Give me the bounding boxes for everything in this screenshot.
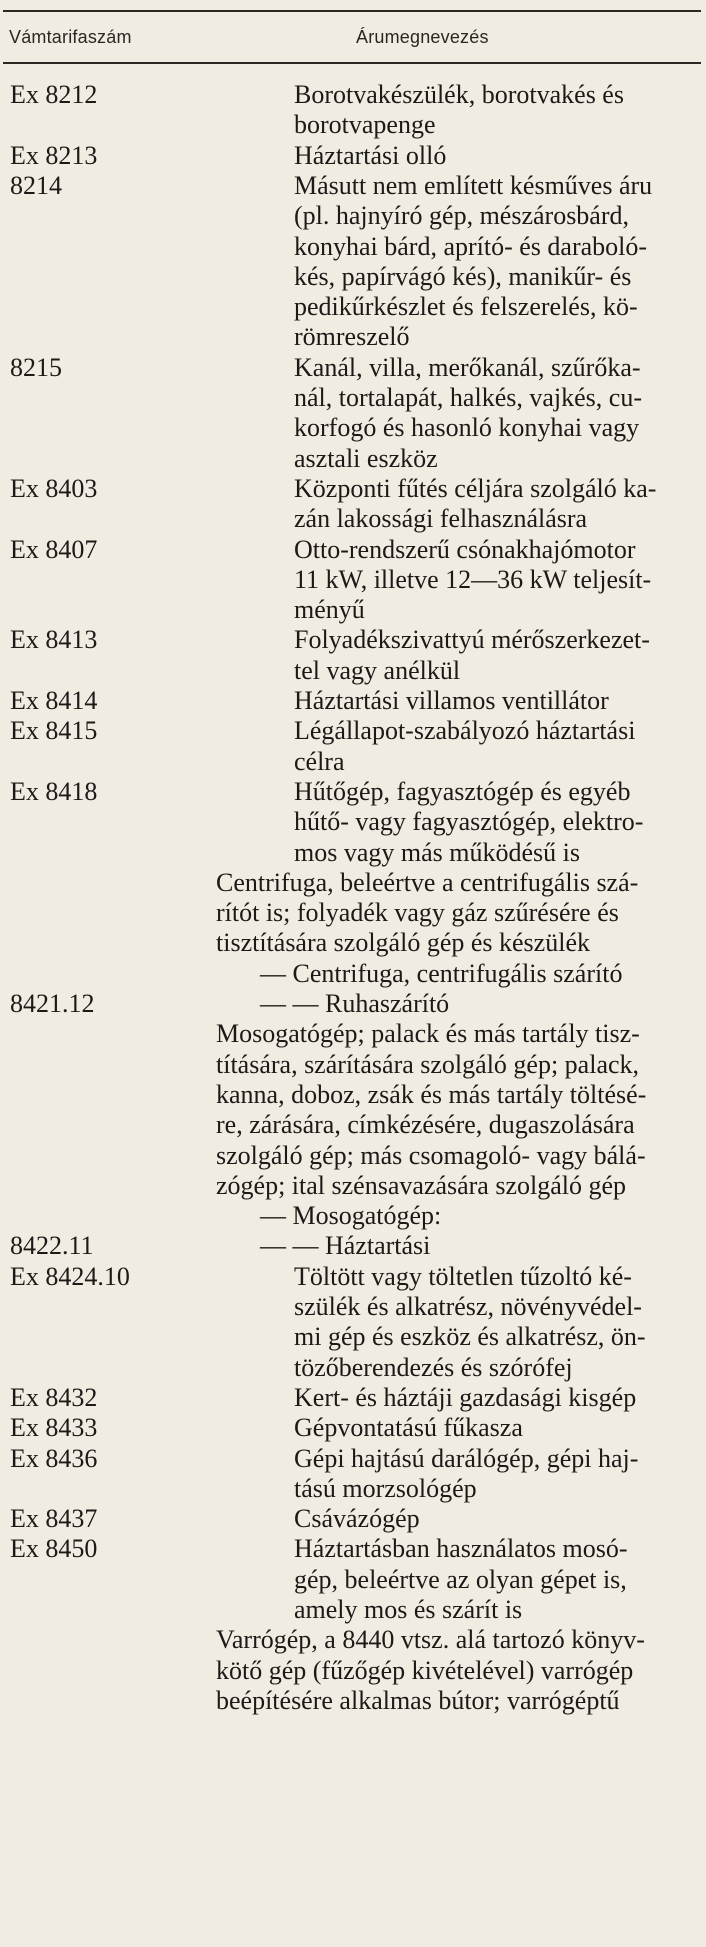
item-description-line: szülék és alkatrész, növényvédel- — [294, 1292, 642, 1321]
tariff-code: 8215 — [10, 352, 62, 382]
tariff-code: Ex 8407 — [10, 534, 98, 564]
item-description-line: Folyadékszivattyú mérőszerkezet- — [294, 625, 650, 655]
item-description-line: Centrifuga, beleértve a centrifugális szá- — [216, 867, 639, 897]
item-description-line: 11 kW, illetve 12—36 kW teljesít- — [294, 564, 652, 594]
item-description-line: pedikűrkészlet és felszerelés, kö- — [294, 292, 638, 322]
item-description-line: rítót is; folyadék vagy gáz szűrésére és — [216, 898, 619, 928]
item-description-line: römreszelő — [294, 322, 410, 352]
item-description-line: borotvapenge — [294, 110, 436, 140]
item-description-line: — Centrifuga, centrifugális szárító — [260, 958, 623, 988]
item-description-line: tözőberendezés és szórófej — [294, 1352, 573, 1382]
item-description-line: kés, papírvágó kés), manikűr- és — [294, 261, 632, 291]
item-description-line: asztali eszköz — [294, 443, 438, 473]
item-description-line: Másutt nem említett késműves áru — [294, 170, 653, 200]
item-description-line: ményű — [294, 595, 365, 625]
item-description-line: Töltött vagy töltetlen tűzoltó ké- — [294, 1261, 632, 1291]
tariff-code: Ex 8418 — [10, 776, 98, 806]
item-description-line: korfogó és hasonló konyhai vagy — [294, 413, 640, 443]
tariff-code: Ex 8403 — [10, 473, 98, 503]
top-rule — [3, 10, 701, 12]
tariff-code: Ex 8415 — [10, 716, 98, 746]
item-description-line: Háztartásban használatos mosó- — [294, 1534, 628, 1564]
tariff-code: Ex 8213 — [10, 140, 98, 170]
item-description-line: amely mos és szárít is — [294, 1595, 523, 1624]
item-description-line: Háztartási olló — [294, 140, 447, 170]
item-description-line: mos vagy más működésű is — [294, 837, 580, 867]
item-description-line: Központi fűtés céljára szolgáló ka- — [294, 473, 657, 503]
item-description-line: re, zárására, címkézésére, dugaszolására — [216, 1110, 635, 1140]
item-description-line: zán lakossági felhasználásra — [294, 504, 588, 534]
item-description-line: mi gép és eszköz és alkatrész, ön- — [294, 1322, 646, 1352]
item-description-line: célra — [294, 746, 345, 776]
item-description-line: gép, beleértve az olyan gépet is, — [294, 1564, 627, 1594]
item-description-line: beépítésére alkalmas bútor; varrógéptű — [216, 1685, 620, 1715]
item-description-line: — — Háztartási — [260, 1231, 431, 1261]
tariff-code: 8422.11 — [10, 1231, 94, 1261]
tariff-code: 8214 — [10, 170, 62, 200]
tariff-code: Ex 8432 — [10, 1382, 98, 1412]
tariff-code: Ex 8437 — [10, 1504, 98, 1534]
item-description-line: Háztartási villamos ventillátor — [294, 686, 609, 715]
item-description-line: Borotvakészülék, borotvakés és — [294, 80, 624, 109]
item-description-line: títására, szárítására szolgáló gép; palack, — [216, 1049, 640, 1079]
item-description-line: Légállapot-szabályozó háztartási — [294, 716, 636, 746]
item-description-line: nál, tortalapát, halkés, vajkés, cu- — [294, 383, 642, 412]
item-description-line: Csávázógép — [294, 1504, 420, 1534]
tariff-code: Ex 8424.10 — [10, 1261, 130, 1291]
item-description-line: tású morzsológép — [294, 1473, 477, 1503]
item-description-line: Varrógép, a 8440 vtsz. alá tartozó könyv- — [216, 1625, 645, 1655]
tariff-code: Ex 8450 — [10, 1534, 98, 1564]
tariff-code: Ex 8414 — [10, 686, 98, 715]
item-description-line: Otto-rendszerű csónakhajómotor — [294, 534, 636, 564]
item-description-line: hűtő- vagy fagyasztógép, elektro- — [294, 807, 644, 837]
item-description-line: kanna, doboz, zsák és más tartály töltésé- — [216, 1079, 647, 1109]
item-description-line: Kanál, villa, merőkanál, szűrőka- — [294, 352, 641, 382]
item-description-line: Hűtőgép, fagyasztógép és egyéb — [294, 776, 631, 806]
item-description-line: zógép; ital szénsavazására szolgáló gép — [216, 1170, 627, 1200]
item-description-line: szolgáló gép; más csomagoló- vagy bálá- — [216, 1140, 646, 1170]
item-description-line: tisztítására szolgáló gép és készülék — [216, 928, 590, 958]
item-description-line: Gépvontatású fűkasza — [294, 1413, 523, 1443]
item-description-line: tel vagy anélkül — [294, 655, 461, 685]
column-header-name: Árumegnevezés — [356, 27, 489, 47]
item-description-line: Kert- és háztáji gazdasági kisgép — [294, 1382, 637, 1412]
item-description-line: kötő gép (fűzőgép kivételével) varrógép — [216, 1655, 634, 1685]
item-description-line: — Mosogatógép: — [260, 1201, 442, 1231]
item-description-line: (pl. hajnyíró gép, mészárosbárd, — [294, 201, 630, 231]
item-description-line: Gépi hajtású darálógép, gépi haj- — [294, 1443, 639, 1473]
tariff-code: Ex 8413 — [10, 625, 98, 655]
column-header-code: Vámtarifaszám — [9, 27, 132, 47]
item-description-line: konyhai bárd, aprító- és daraboló- — [294, 231, 648, 261]
tariff-code: Ex 8212 — [10, 80, 98, 109]
header-rule — [3, 62, 701, 64]
tariff-code: Ex 8436 — [10, 1443, 98, 1473]
tariff-code: 8421.12 — [10, 989, 95, 1018]
tariff-code: Ex 8433 — [10, 1413, 98, 1443]
item-description-line: Mosogatógép; palack és más tartály tisz- — [216, 1019, 640, 1049]
item-description-line: — — Ruhaszárító — [260, 989, 450, 1018]
